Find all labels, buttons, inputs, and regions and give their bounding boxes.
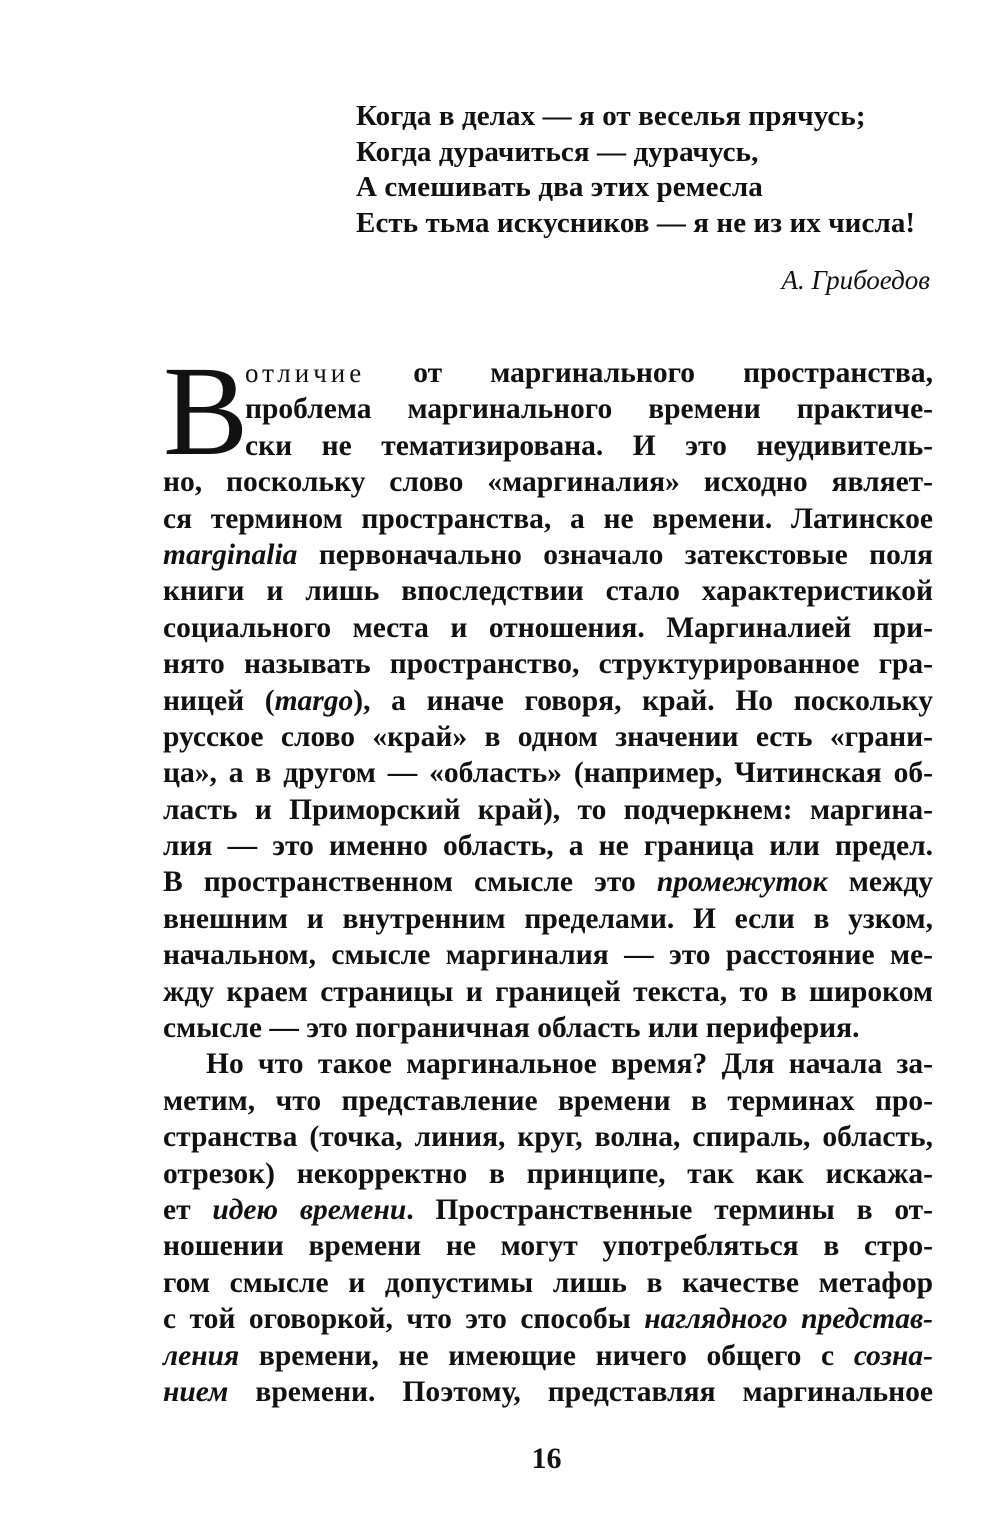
text-line: смысле — это пограничная область или периферия. (163, 1012, 860, 1045)
text-line: но, поскольку слово «маргиналия» исходно являет- (163, 466, 933, 499)
italic-term: идею времени (212, 1193, 407, 1226)
text-line: marginalia первоначально означало затекстовые поля (163, 538, 934, 571)
text-line: ления времени, не имеющие ничего общего с созна- (163, 1339, 934, 1372)
text-line: В пространственном смысле это промежуток между (163, 866, 934, 899)
text-line: метим, что представление времени в терминах про- (163, 1084, 933, 1117)
text-line: социального места и отношения. Маргиналией при- (163, 611, 933, 644)
epigraph-author: А. Грибоедов (781, 265, 930, 295)
text-line: ницей (margo), а иначе говоря, край. Но поскольку (163, 684, 934, 717)
text-line: гом смысле и допустимы лишь в качестве метафор (163, 1266, 933, 1299)
italic-term: ления (163, 1339, 240, 1372)
text-line: Но что такое маргинальное время? Для начала за- (206, 1048, 933, 1081)
first-word: отличие (245, 358, 366, 388)
text-line: проблема маргинального времени практиче- (245, 393, 933, 426)
italic-term: промежуток (656, 866, 828, 899)
epigraph-line: Когда в делах — я от веселья прячусь; (356, 100, 866, 132)
italic-term: нием (163, 1375, 229, 1408)
text-line: внешним и внутренним пределами. И если в узком, (163, 902, 933, 935)
text-line: ца», а в другом — «область» (например, Читинская об- (163, 757, 933, 790)
text-line: ся термином пространства, а не времени. Латинское (163, 502, 933, 535)
text-line: ношении времени не могут употребляться в стро- (163, 1230, 933, 1263)
body-text (163, 340, 934, 1410)
text-line: жду краем страницы и границей текста, то в широком (163, 975, 933, 1008)
text-line: ски не тематизирована. И это неудивитель- (245, 429, 933, 462)
epigraph (356, 99, 956, 241)
text-line: книги и лишь впоследствии стало характеристикой (163, 575, 933, 608)
text-line: отрезок) некорректно в принципе, так как искажа- (163, 1157, 933, 1190)
text-line: ласть и Приморский край), то подчеркнем: маргина- (163, 793, 933, 826)
text-line: странства (точка, линия, круг, волна, спираль, область, (163, 1121, 933, 1154)
text-line: лия — это именно область, а не граница или предел. (163, 830, 933, 863)
text-line: отличие от маргинального пространства, (245, 357, 933, 389)
italic-term: наглядного представ- (644, 1303, 934, 1336)
text-line: нием времени. Поэтому, представляя маргинальное (163, 1375, 933, 1408)
epigraph-line: Когда дурачиться — дурачусь, (356, 135, 759, 168)
text-line: ет идею времени. Пространственные термины в от- (163, 1193, 933, 1226)
text-line: нято называть пространство, структурированное гра- (163, 648, 933, 681)
epigraph-line: Есть тьма искусников — я не из их числа! (356, 206, 916, 239)
page-number: 16 (531, 1442, 562, 1475)
text-line: русское слово «край» в одном значении есть «грани- (163, 720, 933, 753)
italic-term: marginalia (163, 538, 298, 571)
text-line: начальном, смысле маргиналия — это расстояние ме- (163, 939, 933, 972)
drop-cap: В (163, 340, 249, 482)
italic-term: созна- (853, 1339, 934, 1372)
epigraph-line: А смешивать два этих ремесла (356, 171, 763, 203)
text-line: с той оговоркой, что это способы наглядного представ- (163, 1303, 934, 1336)
italic-term: margo (274, 684, 354, 717)
